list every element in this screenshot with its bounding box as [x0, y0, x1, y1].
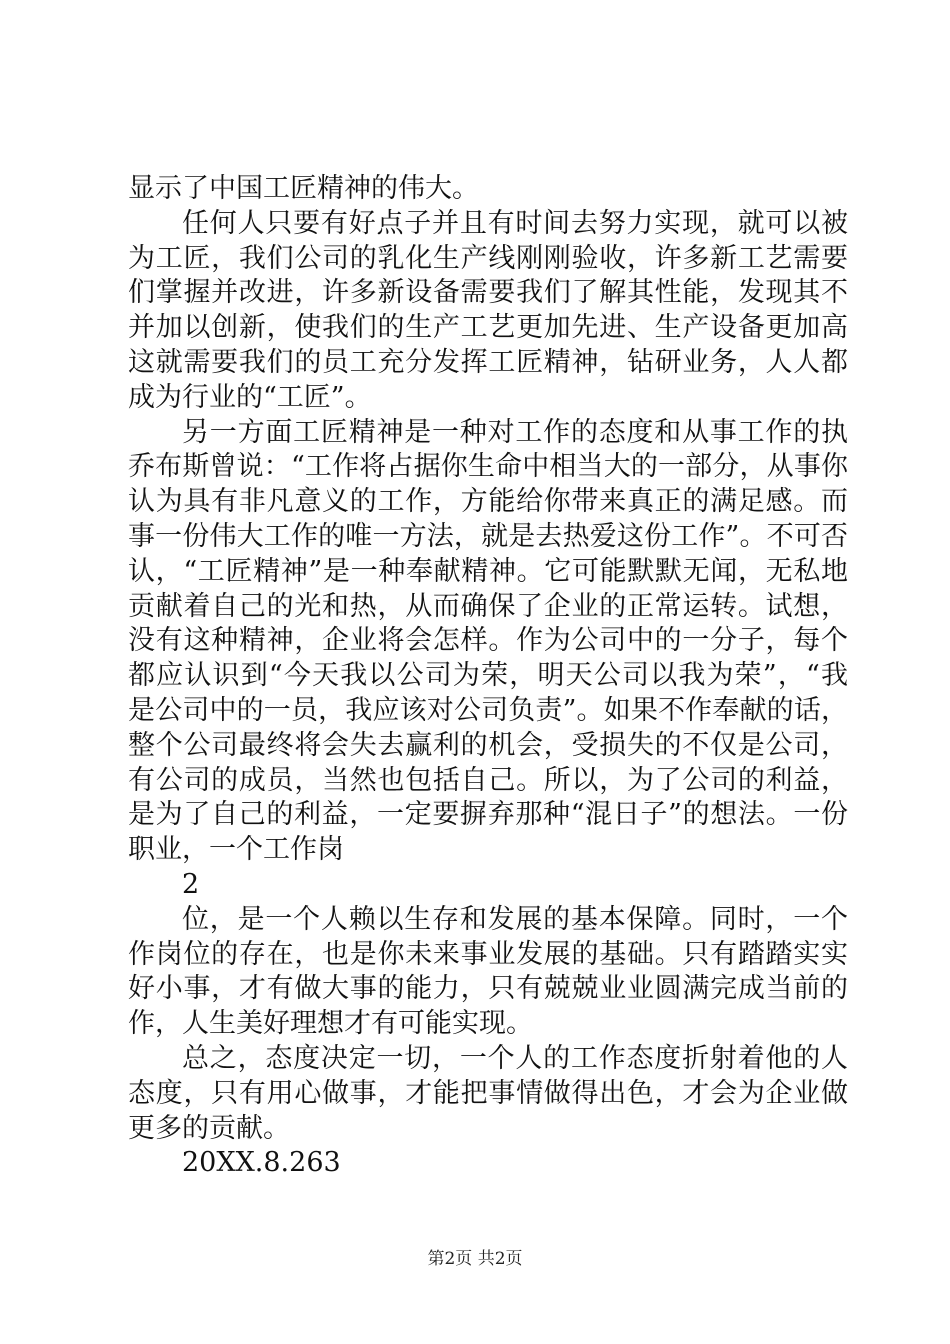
text-line: 为工匠，我们公司的乳化生产线刚刚验收，许多新工艺需要	[128, 242, 848, 274]
text-line: 贡献着自己的光和热，从而确保了企业的正常运转。试想，	[128, 590, 848, 622]
text-line: 乔布斯曾说：“工作将占据你生命中相当大的一部分，从事你	[128, 451, 848, 483]
text-line: 作岗位的存在，也是你未来事业发展的基础。只有踏踏实实	[128, 938, 848, 970]
text-line: 认为具有非凡意义的工作，方能给你带来真正的满足感。而	[128, 486, 848, 518]
text-line: 没有这种精神，企业将会怎样。作为公司中的一分子，每个	[128, 625, 848, 657]
document-body	[128, 172, 848, 1181]
text-line: 作，人生美好理想才有可能实现。	[128, 1008, 533, 1040]
text-line: 并加以创新，使我们的生产工艺更加先进、生产设备更加高	[128, 312, 848, 344]
text-line: 任何人只要有好点子并且有时间去努力实现，就可以被	[182, 207, 848, 239]
text-line: 有公司的成员，当然也包括自己。所以，为了公司的利益，	[128, 764, 848, 796]
text-line: 整个公司最终将会失去赢利的机会，受损失的不仅是公司，	[128, 729, 848, 761]
page-footer: 第2页 共2页	[427, 1249, 523, 1269]
text-line: 总之，态度决定一切，一个人的工作态度折射着他的人	[182, 1042, 848, 1074]
text-line: 事一份伟大工作的唯一方法，就是去热爱这份工作”。不可否	[128, 520, 848, 552]
text-line: 成为行业的“工匠”。	[128, 381, 372, 413]
text-line: 是公司中的一员，我应该对公司负责”。如果不作奉献的话，	[128, 694, 848, 726]
text-line: 2	[182, 868, 200, 900]
text-line: 显示了中国工匠精神的伟大。	[128, 173, 479, 204]
text-line: 更多的贡献。	[128, 1112, 290, 1144]
text-line: 认，“工匠精神”是一种奉献精神。它可能默默无闻，无私地	[128, 555, 848, 587]
text-line: 职业，一个工作岗	[128, 834, 344, 866]
text-line: 是为了自己的利益，一定要摒弃那种“混日子”的想法。一份	[128, 799, 848, 831]
text-line: 们掌握并改进，许多新设备需要我们了解其性能，发现其不	[128, 277, 848, 309]
text-line: 20XX.8.263	[182, 1147, 341, 1179]
text-line: 好小事，才有做大事的能力，只有兢兢业业圆满完成当前的	[128, 973, 848, 1005]
text-line: 态度，只有用心做事，才能把事情做得出色，才会为企业做	[128, 1077, 848, 1109]
text-line: 位，是一个人赖以生存和发展的基本保障。同时，一个	[182, 903, 848, 935]
text-line: 另一方面工匠精神是一种对工作的态度和从事工作的执	[182, 416, 848, 448]
text-line: 都应认识到“今天我以公司为荣，明天公司以我为荣”，“我	[128, 660, 848, 692]
text-line: 这就需要我们的员工充分发挥工匠精神，钻研业务，人人都	[128, 346, 848, 378]
